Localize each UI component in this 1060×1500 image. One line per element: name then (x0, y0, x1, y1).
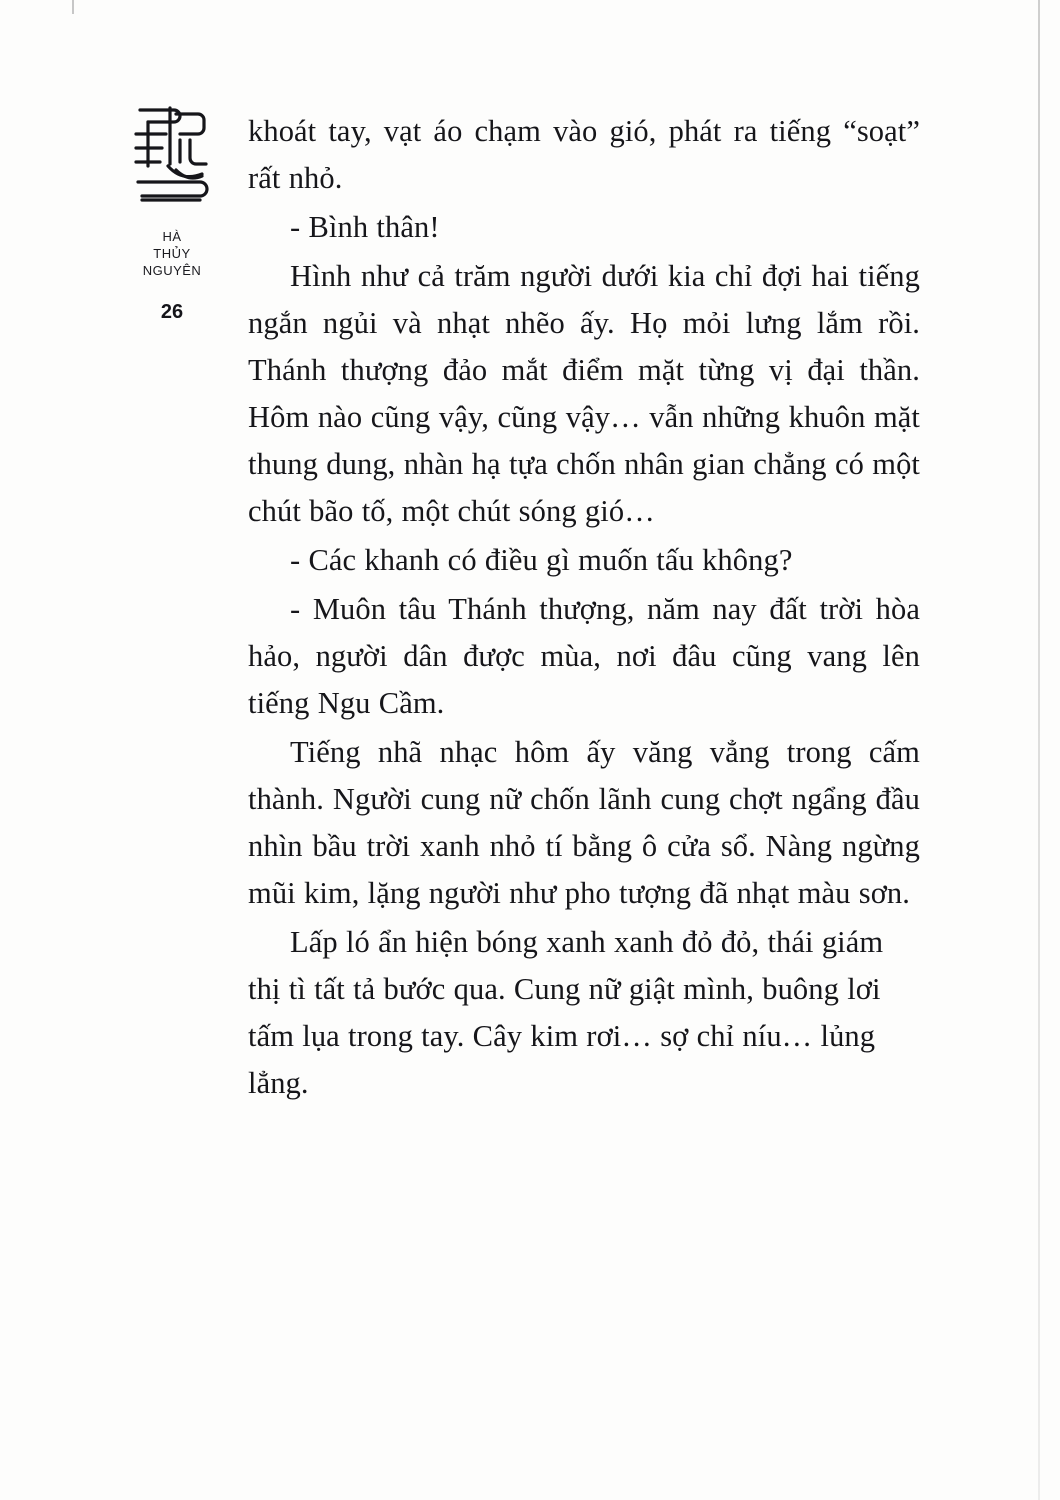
paragraph: Hình như cả trăm người dưới kia chỉ đợi hai tiếng ngắn ngủi và nhạt nhẽo ấy. Họ mỏi lưng lắm rồi. Thánh thượng đảo mắt điểm mặt từng vị đại thần. Hôm nào cũng vậy, cũng vậy… vẫn những khuôn mặt thung dung, nhàn hạ tựa chốn nhân gian chẳng có một chút bão tố, một chút sóng gió… (248, 259, 920, 528)
bleed-through-text (250, 1245, 890, 1291)
author-line-1: HÀ (162, 229, 182, 244)
paragraph: Tiếng nhã nhạc hôm ấy văng vẳng trong cấm thành. Người cung nữ chốn lãnh cung chợt ngẩng đầu nhìn bầu trời xanh nhỏ tí bằng ô cửa sổ. Nàng ngừng mũi kim, lặng người như pho tượng đã nhạt màu sơn. (248, 735, 920, 910)
scan-edge-mark-top (72, 0, 74, 14)
paragraph: - Bình thân! (290, 210, 440, 244)
body-text-column (248, 108, 920, 1109)
author-line-2: THỦY (153, 246, 191, 261)
paragraph: - Muôn tâu Thánh thượng, năm nay đất trời hòa hảo, người dân được mùa, nơi đâu cũng vang lên tiếng Ngu Cầm. (248, 592, 920, 720)
paragraph: khoát tay, vạt áo chạm vào gió, phát ra tiếng “soạt” rất nhỏ. (248, 114, 920, 195)
page-number: 26 (160, 301, 184, 323)
paragraph: Lấp ló ẩn hiện bóng xanh xanh đỏ đỏ, thái giám thị tì tất tả bước qua. Cung nữ giật mình, buông lơi tấm lụa trong tay. Cây kim rơi… sợ chỉ níu… lủng lẳng. (248, 925, 884, 1100)
paragraph: - Các khanh có điều gì muốn tấu không? (290, 543, 793, 577)
page-margin-column (112, 96, 232, 324)
publisher-logo-icon (120, 96, 224, 226)
author-line-3: NGUYÊN (142, 263, 202, 278)
author-name (112, 228, 232, 279)
scan-edge-mark-right (1038, 0, 1040, 1500)
